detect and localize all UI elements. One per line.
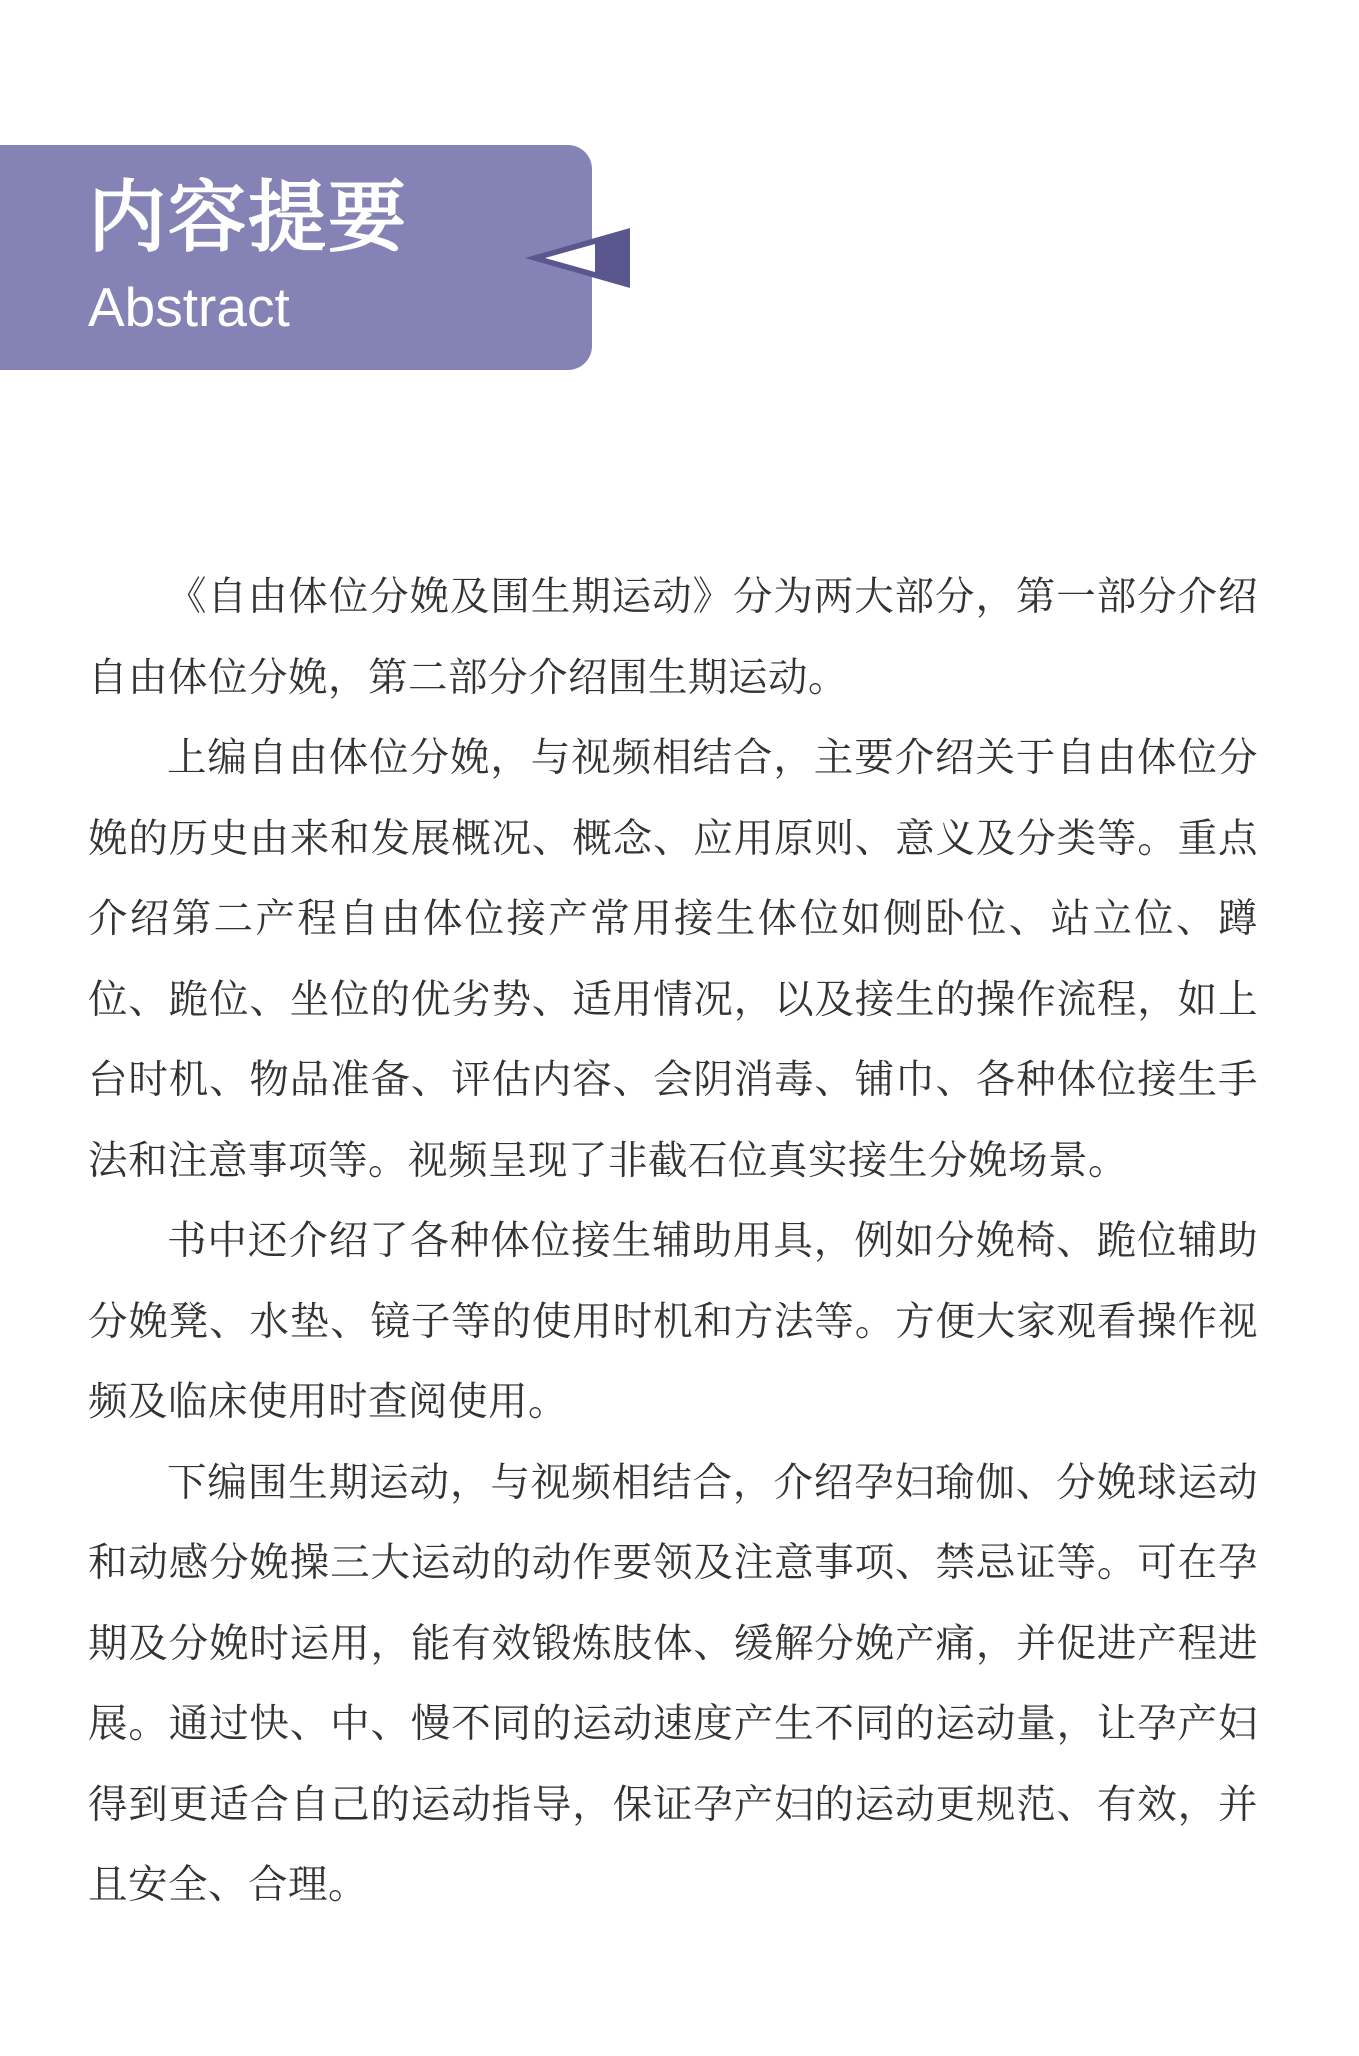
section-title: 内容提要 bbox=[88, 172, 409, 263]
section-subtitle: Abstract bbox=[88, 276, 290, 338]
left-pointer-icon bbox=[525, 228, 635, 288]
abstract-paragraph-1: 《自由体位分娩及围生期运动》分为两大部分，第一部分介绍自由体位分娩，第二部分介绍围生期运动。 bbox=[88, 574, 1258, 701]
abstract-paragraph-2: 上编自由体位分娩，与视频相结合，主要介绍关于自由体位分娩的历史由来和发展概况、概念、应用原则、意义及分类等。重点介绍第二产程自由体位接产常用接生体位如侧卧位、站立位、蹲位、跪位、坐位的优劣势、适用情况，以及接生的操作流程，如上台时机、物品准备、评估内容、会阴消毒、铺巾、各种体位接生手法和注意事项等。视频呈现了非截石位真实接生分娩场景。 bbox=[88, 735, 1258, 1184]
abstract-body bbox=[88, 557, 1258, 1926]
abstract-paragraph-4: 下编围生期运动，与视频相结合，介绍孕妇瑜伽、分娩球运动和动感分娩操三大运动的动作要领及注意事项、禁忌证等。可在孕期及分娩时运用，能有效锻炼肢体、缓解分娩产痛，并促进产程进展。通过快、中、慢不同的运动速度产生不同的运动量，让孕产妇得到更适合自己的运动指导，保证孕产妇的运动更规范、有效，并且安全、合理。 bbox=[88, 1459, 1258, 1908]
abstract-paragraph-3: 书中还介绍了各种体位接生辅助用具，例如分娩椅、跪位辅助分娩凳、水垫、镜子等的使用时机和方法等。方便大家观看操作视频及临床使用时查阅使用。 bbox=[88, 1218, 1258, 1425]
